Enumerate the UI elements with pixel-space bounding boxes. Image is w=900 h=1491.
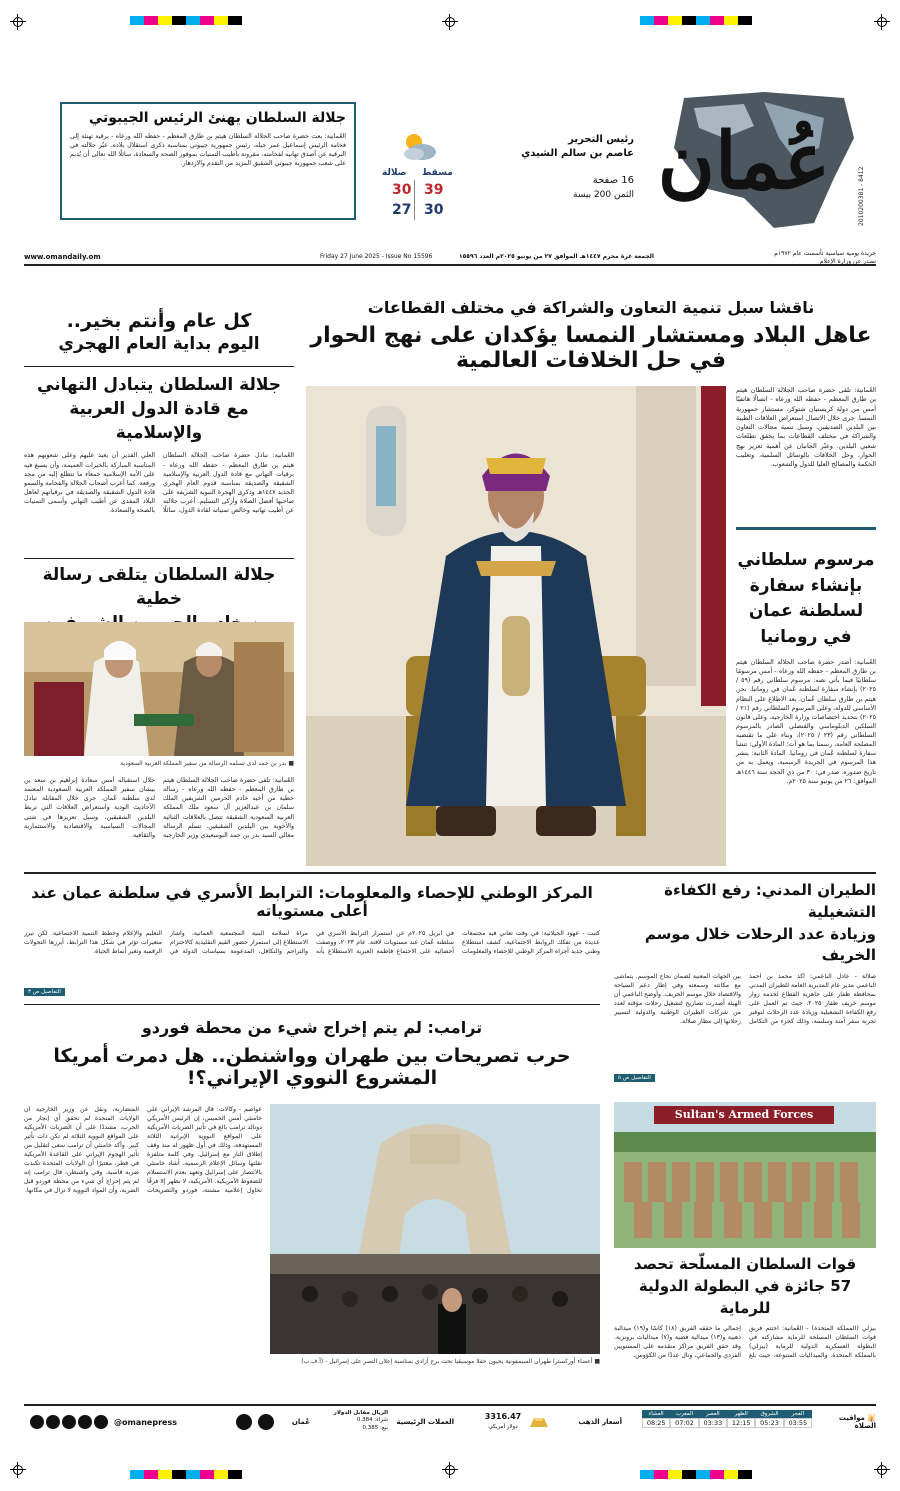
prayer-cell: المغرب 07:02 [670,1410,698,1438]
muscat-high: 39 [424,182,444,198]
lead-photo [306,386,726,866]
stats-more-link[interactable]: التفاصيل ص ٣ [24,988,65,996]
color-bar-bottom-left [130,1470,242,1479]
date-english: Friday 27 June 2025 - Issue No 15596 [320,253,433,260]
divider [24,366,294,367]
muscat-low: 30 [424,202,444,218]
aviation-title [614,880,876,967]
android-icon[interactable] [258,1414,274,1430]
city-muscat: مسقط [422,168,453,178]
decree-body: العُمانية: أصدر حضرة صاحب الجلالة السلطان هيثم بن طارق المعظم - حفظه الله ورعاه - أمس مرسومًا سلطانيًا فيما يأتي نصه: مرسوم سلطاني رقم (٥٩ / ٢٠٢٥) بإنشاء سفارة لسلطنة عُمان في رومانيا. نحن هيثم بن طارق سلطان عُمان، بعد الاطلاع على النظام الأساسي للدولة، وعلى المرسوم السلطاني رقم (٢١ / ٢٠٢٥) بتحديد اختصاصات وزارة الخارجية، وعلى قانون السلكين الدبلوماسي والقنصلي الصادر بالمرسوم السلطاني رقم (٢٣ / ٢٠٢٥)، وبناء على ما تقتضيه المصلحة العامة، رسمنا بما هو آت: المادة الأولى: تنشأ سفارة لسلطنة عُمان في رومانيا. المادة الثانية: ينشر هذا المرسوم في الجريدة الرسمية، ويعمل به من تاريخ صدوره. صدر في: ٣٠ من ذي الحجة سنة ١٤٤٦هـ الموافق: ٢٦ من يونيو سنة ٢٠٢٥م. [736,659,876,785]
gold-price: 3316.47 [484,1412,522,1421]
decree-story [736,548,876,786]
handover-photo [24,622,294,756]
divider [24,558,294,559]
letter-caption: ■ بدر بن حمد لدى تسلمه الرسالة من سفير المملكة العربية السعودية [120,760,294,767]
decree-rule [736,527,876,530]
prayer-label-text: مواقيت الصلاة [838,1414,876,1430]
color-bar-top-left [130,16,242,25]
iran-kicker: ترامب: لم يتم إخراج شيء من محطة فوردو [141,1018,483,1037]
azadi-tower-photo [270,1104,600,1354]
tagline-1: جريدة يومية سياسية تأسست عام ١٩٧٢م [774,250,876,257]
prayer-cell: الشروق 05:23 [755,1410,783,1438]
stats-body: كتبت - عهود الجيلانية: في وقت تعاني فيه مجتمعات عديدة من تفكك الروابط الاجتماعية، كشف استطلاع وطني جديد أجراه المركز الوطني للإحصاء والمعلومات في أبريل ٢٠٢٥م عن استمرار الترابط الأسري في سلطنة عُمان عند مستويات لافتة. عام ٢٠٢٣، ووصفت أحصائية على الاجتماع قاطمة العبرية الاستطلاع بأنه مرآة لسلامة البنية المجتمعية العمانية، وأشار الاستطلاع إلى استمرار حضور القيم التقليدية كالاحترام والتراحم والتكافل، المدعومة بسياسات الدولة في التعليم والإعلام وخطط التنمية الاجتماعية. لكن تبرز متغيرات تؤثر في شكل هذا الترابط، أبرزها التحولات الرقمية وتغير أنماط الحياة. [24,930,600,955]
iran-headline: حرب تصريحات بين طهران وواشنطن.. هل دمرت أمريكا المشروع النووي الإيراني؟! [53,1045,571,1089]
mosque-icon: 🕌 [867,1414,876,1422]
registration-mark [10,14,26,30]
website-link[interactable]: www.omandaily.om [24,253,101,261]
currency-box [320,1410,388,1432]
greetings-body: العُمانية: تبادل حضرة صاحب الجلالة السلطان هيثم بن طارق المعظم - حفظه الله ورعاه - برقيات التهاني مع قادة الدول العربية والإسلامية الشقيقة والصديقة بمناسبة قدوم العام الهجري الجديد ١٤٤٧هـ وذكرى الهجرة النبوية الشريفة على صاحبها أفضل الصلاة وأزكى التسليم. أعرب جلالته عن أطيب تهانيه وخالص تمنياته لقادة الدول، سائلًا العلي القدير أن يعيد عليهم وعلى شعوبهم هذه المناسبة المباركة بالخيرات العميمة، وأن يسبغ فيه على الأمة الإسلامية جمعاء ما تتطلع إليه من مجد ورفعة. كما أعرب أصحاب الجلالة والفخامة والسمو قادة الدول الشقيقة والصديقة في برقياتهم لعاهل البلاد المفدى عن أطيب التهاني وأسمى التمنيات بالصحة والسعادة. [24,452,294,515]
tagline-2: تصدر عن وزارة الإعلام [819,257,876,265]
prayer-cell: العصر 03:33 [699,1410,727,1438]
prayer-cell: الفجر 03:55 [784,1410,812,1438]
salalah-low: 27 [392,202,412,218]
editor-label: رئيس التحرير [568,134,634,145]
letter-body: العُمانية: تلقى حضرة صاحب الجلالة السلطان هيثم بن طارق المعظم - حفظه الله ورعاه - رسالة خطية من أخيه خادم الحرمين الشريفين الملك سلمان بن عبدالعزيز آل سعود ملك المملكة العربية السعودية الشقيقة تتصل بالعلاقات الثنائية والأخوية بين البلدين الشقيقين. تسلم الرسالة معالي السيد بدر بن حمد البوسعيدي وزير الخارجية خلال استقباله أمس سعادة إبراهيم بن سعد بن بيشان سفير المملكة العربية السعودية المعتمد لدى سلطنة عُمان. جرى خلال المقابلة تبادل الأحاديث الودية واستعراض العلاقات التي تربط البلدين الشقيقين، وسبل تعزيزها في شتى المجالات السياسية والاقتصادية والاستثمارية والثقافية. [24,777,294,839]
letter-photo [24,622,294,756]
top-box-title: جلالة السلطان يهنئ الرئيس الجيبوتي [88,110,346,126]
iran-story [24,1018,600,1089]
shooting-team-photo [614,1102,876,1248]
decree-title-line: في رومانيا [760,626,852,647]
army-story [614,1254,876,1405]
date-arabic: الجمعة غرة محرم ١٤٤٧هـ الموافق ٢٧ من يونيو ٢٠٢٥م العدد ١٥٥٩٦ [458,253,654,260]
decree-title-line: لسلطنة عمان [748,601,864,621]
tagline-block [746,250,876,266]
registration-mark [874,1462,890,1478]
weather-divider [414,180,415,220]
city-salalah: صلالة [382,168,407,178]
prayer-times-table [642,1410,812,1438]
youtube-icon[interactable] [62,1415,76,1429]
date-strip [24,250,876,266]
aviation-title-line: الطيران المدني: رفع الكفاءة التشغيلية [664,881,876,921]
section-divider [24,872,876,874]
letter-title-line: جلالة السلطان يتلقى رسالة خطية [42,565,276,609]
editor-block [494,134,634,200]
prayer-cell: العشاء 08:25 [642,1410,670,1438]
new-year-line2: اليوم بداية العام الهجري [58,334,260,354]
iran-photo [270,1104,600,1354]
currency-label: العملات الرئيسية [396,1418,454,1426]
registration-mark [874,14,890,30]
prayer-label [816,1414,876,1430]
facebook-icon[interactable] [78,1415,92,1429]
partly-cloudy-icon [398,130,438,162]
oman-app-label: عُمان [291,1418,310,1426]
social-handle[interactable]: @omanepress [114,1418,177,1427]
army-title [614,1254,876,1319]
masthead [24,72,876,242]
lead-story [306,298,876,373]
footer-bar [24,1410,876,1440]
decree-title-line: مرسوم سلطاني [737,550,875,570]
gold-label: أسعار الذهب [578,1418,622,1426]
top-news-box [60,102,356,220]
color-bar-top-right [640,16,752,25]
aviation-body: صلالة - عادل الباعمي: أكد محمد بن أحمد الباعمي مدير عام المديرية العامة للطيران المدني بمحافظة ظفار على جاهزية القطاع لخدمة زوار موسم خريف ظفار ٢٠٢٥، حيث تم العمل على رفع الكفاءة التشغيلية وزيادة عدد الرحلات لتوفير تجربة سفر آمنة وسلسة، وذلك كجزء من التكامل بين الجهات المعنية لضمان نجاح الموسم. يتماشى مع مكانته وسمعته وفي إطار دعم السياحة والاقتصاد خلال موسم الخريف. وأوضح الباعمي أن الهيئة أصدرت تصاريح لتشغيل رحلات مؤقتة لعدد من شركات الطيران الوطنية والدولية لتسيير رحلاتها إلى مطار صلالة. [614,973,876,1025]
greetings-title-line: جلالة السلطان يتبادل التهاني [37,375,281,395]
x-icon[interactable] [30,1415,44,1429]
iran-body: عواصم - وكالات: قال المرشد الإيراني علي خامنئي أمس الخميس، إن الرئيس الأمريكي دونالد ترامب بالغ في تأثير الضربات الأمريكية على المواقع النووية الإيرانية الثلاثة المستهدفة، وذلك في أول ظهور له منذ وقف إطلاق النار مع إسرائيل. وفي كلمة متلفزة نقلتها وسائل الإعلام الرسمية، أشاد خامنئي بالانتصار على إسرائيل وتعهد بعدم الاستسلام للضغوط الأمريكية. الأمريكية، لا تظهر إلا فرقًا تحاول إعلامية مشتتة، فوردو والتصريحات المتضاربة، ونقل عن وزير الخارجية أن الولايات المتحدة لم تحقق أي إنجاز من الحرب، مشددًا على أن الضربات الأمريكية على المواقع النووية الثلاثة لم تكن ذات تأثير كبير. وأكد خامنئي أن ترامب سعى لتقليل من تأثير الهجوم الإيراني على القاعدة الأمريكية في قطر، معتبرًا أن الولايات المتحدة تكبدت ضربة قاسية. وفي واشنطن، قال ترامب إنه لم يتم إخراج أي شيء من محطة فوردو قبل الضربة، وأن المواد النووية لا تزال في مكانها. [24,1106,262,1194]
currency-sell: بيع: 0.385 [362,1424,388,1431]
aviation-more-link[interactable]: التفاصيل ص ٥ [614,1074,655,1082]
logo-text: عُمان [657,116,831,207]
page-count: 16 صفحة [592,175,634,186]
salalah-high: 30 [392,182,412,198]
greetings-story [24,374,294,569]
weather-box [376,130,456,230]
currency-name: الريال مقابل الدولار [333,1410,388,1416]
greetings-title [24,374,294,445]
newspaper-logo [644,78,874,238]
lead-headline: عاهل البلاد ومستشار النمسا يؤكدان على نهج الحوار في حل الخلافات العالمية [310,323,872,373]
color-bar-bottom-right [640,1470,752,1479]
stats-story [24,884,600,1002]
decree-title-line: بإنشاء سفارة [749,575,863,596]
iran-caption: ■ أعضاء أوركسترا طهران السيمفونية يحيون حفلا موسيقيا تحت برج آزادي بمناسبة إعلان النصر على إسرائيل - (أ.ف.ب) [301,1358,600,1365]
editor-name: عاصم بن سالم الشيدي [521,148,634,159]
lead-body: العُمانية: تلقى حضرة صاحب الجلالة السلطان هيثم بن طارق المعظم - حفظه الله ورعاه - اتصالًا هاتفيًا أمس من دولة كريستيان شتوكر، مستشار جمهورية النمسا. جرى خلال الاتصال استعراض العلاقات الطيبة بين البلدين الصديقين، وسبل تنمية مجالات التعاون والشراكة في مختلف القطاعات بما يحقق تطلعات شعبي البلدين. وعبّر الجانبان عن أهمية تعزيز نهج الحوار، وحل الخلافات بالوسائل السلمية، وتغليب الحكمة والمصالح العليا للدول والشعوب. [736,386,876,469]
new-year-line1: كل عام وأنتم بخير.. [66,310,252,332]
registration-mark [442,1462,458,1478]
sultan-photo [306,386,726,866]
registration-mark [10,1462,26,1478]
apple-icon[interactable] [236,1414,252,1430]
aviation-title-line: وزيادة عدد الرحلات خلال موسم الخريف [644,924,876,965]
greetings-title-line: مع قادة الدول العربية والإسلامية [69,398,249,443]
stats-title: المركز الوطني للإحصاء والمعلومات: الترابط الأسري في سلطنة عمان عند أعلى مستوياته [31,884,593,920]
army-photo [614,1102,876,1248]
new-year-banner [24,310,294,354]
registration-mark [442,14,458,30]
divider [24,1004,600,1005]
instagram-icon[interactable] [46,1415,60,1429]
price: الثمن 200 بيسة [573,190,634,200]
army-title-line: قوات السلطان المسلّحة تحصد [633,1255,857,1273]
army-banner-text: Sultan's Armed Forces [674,1108,814,1121]
prayer-cell: الظهر 12:15 [727,1410,755,1438]
lead-kicker: ناقشا سبل تنمية التعاون والشراكة في مختلف القطاعات [367,298,815,317]
footer-divider [24,1404,876,1406]
army-body: بيزلي (المملكة المتحدة) - العُمانية: اختتم فريق قوات السلطان المسلحة للرماية مشاركته في البطولة العسكرية الدولية للرماية (بيزلي) بالمملكة المتحدة. والميداليات المتنوعة، حيث بلغ إجمالي ما حققه الفريق (١٨) كأسًا و(١٩) ميدالية ذهبية و(١٣) ميدالية فضية و(٧) ميداليات برونزية. وقد حقق الفريق مراكز متقدمة على المستويين الفردي والجماعي، ونال عددًا من الكؤوس. [614,1325,876,1360]
gold-unit: دولار أمريكي [488,1424,518,1430]
gold-bar-icon [528,1414,550,1428]
currency-buy: شراء: 0.384 [356,1417,388,1424]
top-box-body: العُمانية: بعث حضرة صاحب الجلالة السلطان هيثم بن طارق المعظم - حفظه الله ورعاه - برقية تهنئة إلى فخامة الرئيس إسماعيل عمر جيله، رئيس جمهورية جيبوتي بمناسبة ذكرى استقلال بلاده. عبّر جلالته في البرقية عن أصدق تهانيه لفخامته، مقرونة بأطيب التمنيات بموفور الصحة والسعادة، سائلًا الله تعالى أن يُديم على شعب جمهورية جيبوتي الشقيق المزيد من التقدم والازدهار. [70,133,346,168]
army-title-line: 57 جائزة في البطولة الدولية للرماية [638,1276,852,1317]
decree-title [736,548,876,650]
whatsapp-icon[interactable] [94,1415,108,1429]
issn-number: 2010200381 - 8412 [858,166,865,226]
